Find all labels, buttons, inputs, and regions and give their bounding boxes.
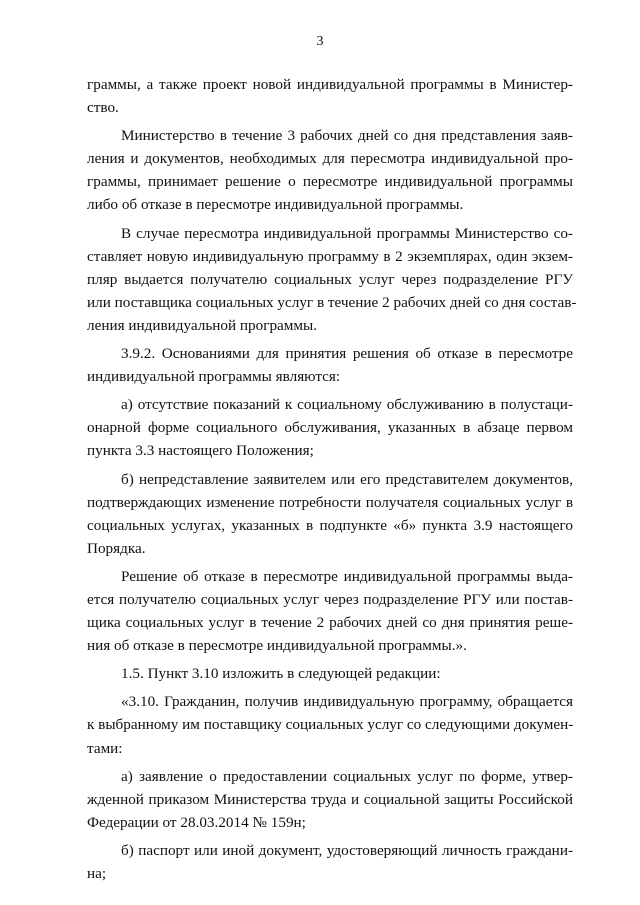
text-line: В случае пересмотра индивидуальной программы Министерство со- — [121, 224, 573, 242]
paragraph — [87, 565, 573, 657]
document-body — [87, 73, 577, 885]
paragraph — [87, 690, 573, 759]
text-line: Федерации от 28.03.2014 № 159н; — [87, 813, 306, 831]
text-line: ство. — [87, 99, 119, 117]
text-line: щика социальных услуг в течение 2 рабочих дней со дня принятия реше- — [87, 614, 573, 632]
text-line: 1.5. Пункт 3.10 изложить в следующей редакции: — [121, 665, 441, 683]
text-line: 3.9.2. Основаниями для принятия решения об отказе в пересмотре — [121, 345, 573, 363]
text-line: граммы, а также проект новой индивидуальной программы в Министер- — [87, 76, 573, 93]
paragraph — [87, 73, 573, 119]
paragraph — [87, 393, 573, 462]
text-line: тами: — [87, 739, 123, 757]
text-line: к выбранному им поставщику социальных услуг со следующими докумен- — [87, 716, 574, 734]
text-line: жденной приказом Министерства труда и социальной защиты Российской — [87, 790, 573, 808]
text-line: а) заявление о предоставлении социальных услуг по форме, утвер- — [121, 767, 573, 785]
paragraph — [87, 662, 573, 685]
text-line: граммы, принимает решение о пересмотре индивидуальной программы — [87, 173, 573, 191]
text-line: подтверждающих изменение потребности получателя социальных услуг в — [87, 493, 573, 511]
text-line: социальных услугах, указанных в подпункте «б» пункта 3.9 настоящего — [87, 516, 573, 534]
text-line: «3.10. Гражданин, получив индивидуальную программу, обращается — [121, 693, 573, 711]
text-line: на; — [87, 865, 107, 882]
text-line: Порядка. — [87, 539, 146, 557]
paragraph — [87, 124, 573, 216]
text-line: онарной форме социального обслуживания, указанных в абзаце первом — [87, 419, 573, 437]
text-line: а) отсутствие показаний к социальному обслуживанию в полустаци- — [121, 396, 573, 414]
text-line: Решение об отказе в пересмотре индивидуальной программы выда- — [121, 567, 573, 585]
paragraph — [87, 342, 573, 388]
text-line: ется получателю социальных услуг через подразделение РГУ или постав- — [87, 590, 573, 608]
text-line: либо об отказе в пересмотре индивидуальной программы. — [87, 196, 464, 214]
page-number: 3 — [316, 34, 324, 49]
text-line: или поставщика социальных услуг в течение 2 рабочих дней со дня состав- — [87, 293, 577, 311]
paragraph — [87, 839, 573, 885]
text-line: пункта 3.3 настоящего Положения; — [87, 442, 314, 460]
text-line: б) непредставление заявителем или его представителем документов, — [121, 470, 573, 488]
paragraph — [87, 222, 577, 337]
paragraph — [87, 765, 573, 834]
text-line: Министерство в течение 3 рабочих дней со дня представления заяв- — [121, 127, 573, 145]
text-line: ления индивидуальной программы. — [87, 316, 318, 334]
text-line: ния об отказе в пересмотре индивидуальной программы.». — [87, 637, 467, 655]
text-line: б) паспорт или иной документ, удостоверяющий личность граждани- — [121, 841, 573, 859]
text-line: ставляет новую индивидуальную программу в 2 экземплярах, один экзем- — [87, 247, 573, 265]
text-line: ления и документов, необходимых для пересмотра индивидуальной про- — [87, 150, 573, 168]
text-line: индивидуальной программы являются: — [87, 368, 341, 386]
text-line: пляр выдается получателю социальных услуг через подразделение РГУ — [87, 270, 573, 288]
paragraph — [87, 468, 573, 560]
